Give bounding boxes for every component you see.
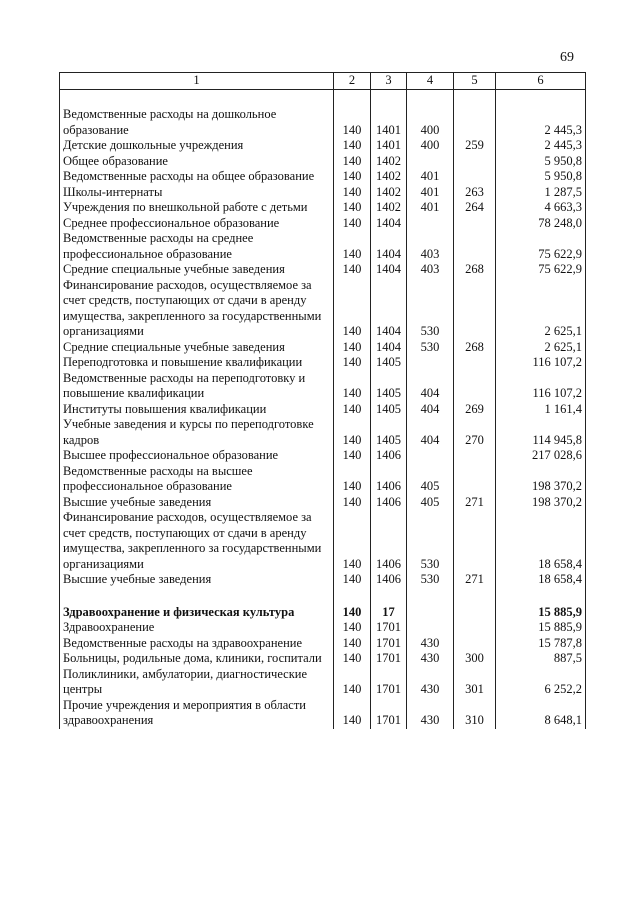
row-target	[407, 216, 454, 232]
row-amount: 1 161,4	[496, 402, 586, 418]
row-name: Средние специальные учебные заведения	[60, 262, 334, 278]
table-row	[60, 355, 586, 371]
row-amount: 4 663,3	[496, 200, 586, 216]
table-row	[60, 185, 586, 201]
spacer-row	[60, 90, 586, 108]
row-expense-type	[454, 169, 496, 185]
row-target: 405	[407, 464, 454, 495]
row-section: 1406	[371, 510, 407, 572]
row-section: 1402	[371, 169, 407, 185]
row-amount: 78 248,0	[496, 216, 586, 232]
row-section: 1701	[371, 667, 407, 698]
row-section: 1404	[371, 216, 407, 232]
row-chapter	[334, 90, 371, 108]
row-name: Больницы, родильные дома, клиники, госпитали	[60, 651, 334, 667]
row-amount: 18 658,4	[496, 510, 586, 572]
row-target: 400	[407, 138, 454, 154]
table-row	[60, 620, 586, 636]
row-expense-type: 268	[454, 340, 496, 356]
row-section: 1404	[371, 231, 407, 262]
row-name: Прочие учреждения и мероприятия в области здравоохранения	[60, 698, 334, 729]
row-section: 1404	[371, 262, 407, 278]
header-col-3: 3	[371, 73, 407, 90]
table-row	[60, 510, 586, 572]
row-target: 430	[407, 636, 454, 652]
row-chapter: 140	[334, 620, 371, 636]
row-chapter: 140	[334, 216, 371, 232]
row-target: 530	[407, 572, 454, 588]
page-number: 69	[560, 50, 574, 65]
row-target: 403	[407, 262, 454, 278]
row-section: 1401	[371, 138, 407, 154]
table-row	[60, 154, 586, 170]
row-name: Институты повышения квалификации	[60, 402, 334, 418]
row-name: Общее образование	[60, 154, 334, 170]
table-row	[60, 231, 586, 262]
spacer-row	[60, 588, 586, 605]
row-chapter: 140	[334, 651, 371, 667]
row-chapter: 140	[334, 667, 371, 698]
row-target: 400	[407, 107, 454, 138]
row-amount	[496, 90, 586, 108]
row-section: 1402	[371, 200, 407, 216]
row-expense-type: 264	[454, 200, 496, 216]
row-expense-type: 300	[454, 651, 496, 667]
row-target: 430	[407, 667, 454, 698]
row-expense-type: 271	[454, 572, 496, 588]
row-name: Ведомственные расходы на дошкольное образование	[60, 107, 334, 138]
row-name: Ведомственные расходы на высшее профессиональное образование	[60, 464, 334, 495]
row-section: 1405	[371, 371, 407, 402]
row-name: Здравоохранение и физическая культура	[60, 605, 334, 621]
row-name: Финансирование расходов, осуществляемое за счет средств, поступающих от сдачи в аренду имущества, закрепленного за государственными организациями	[60, 510, 334, 572]
row-name: Детские дошкольные учреждения	[60, 138, 334, 154]
row-target	[407, 620, 454, 636]
header-col-6: 6	[496, 73, 586, 90]
row-amount: 198 370,2	[496, 464, 586, 495]
row-amount: 75 622,9	[496, 231, 586, 262]
row-amount: 887,5	[496, 651, 586, 667]
row-amount: 8 648,1	[496, 698, 586, 729]
row-amount: 6 252,2	[496, 667, 586, 698]
row-section: 1405	[371, 402, 407, 418]
table-row	[60, 572, 586, 588]
row-expense-type	[454, 371, 496, 402]
table-row	[60, 340, 586, 356]
row-target	[407, 605, 454, 621]
row-chapter: 140	[334, 636, 371, 652]
row-expense-type	[454, 90, 496, 108]
row-section: 1402	[371, 185, 407, 201]
row-name: Ведомственные расходы на здравоохранение	[60, 636, 334, 652]
row-section: 1406	[371, 464, 407, 495]
row-amount: 5 950,8	[496, 154, 586, 170]
row-expense-type: 271	[454, 495, 496, 511]
row-name	[60, 588, 334, 605]
row-chapter: 140	[334, 340, 371, 356]
row-target	[407, 355, 454, 371]
row-amount: 2 445,3	[496, 107, 586, 138]
row-section: 1701	[371, 651, 407, 667]
row-target: 404	[407, 417, 454, 448]
row-target: 530	[407, 278, 454, 340]
row-amount: 2 625,1	[496, 340, 586, 356]
row-expense-type	[454, 154, 496, 170]
row-expense-type: 269	[454, 402, 496, 418]
row-section: 1401	[371, 107, 407, 138]
row-name: Ведомственные расходы на общее образование	[60, 169, 334, 185]
row-chapter: 140	[334, 371, 371, 402]
row-section: 1406	[371, 448, 407, 464]
row-chapter: 140	[334, 355, 371, 371]
header-col-5: 5	[454, 73, 496, 90]
row-chapter: 140	[334, 262, 371, 278]
row-target: 430	[407, 698, 454, 729]
table-row	[60, 605, 586, 621]
row-name: Высшее профессиональное образование	[60, 448, 334, 464]
row-amount: 2 625,1	[496, 278, 586, 340]
row-expense-type	[454, 636, 496, 652]
row-expense-type: 268	[454, 262, 496, 278]
row-chapter: 140	[334, 278, 371, 340]
row-chapter: 140	[334, 200, 371, 216]
row-section	[371, 588, 407, 605]
row-expense-type: 301	[454, 667, 496, 698]
table-row	[60, 448, 586, 464]
table-row	[60, 371, 586, 402]
row-name: Средние специальные учебные заведения	[60, 340, 334, 356]
table-row	[60, 636, 586, 652]
row-chapter: 140	[334, 698, 371, 729]
row-target: 430	[407, 651, 454, 667]
row-section: 1402	[371, 154, 407, 170]
table-row	[60, 698, 586, 729]
row-target: 404	[407, 371, 454, 402]
table-row	[60, 278, 586, 340]
row-amount: 1 287,5	[496, 185, 586, 201]
row-expense-type	[454, 588, 496, 605]
table-row	[60, 417, 586, 448]
row-target	[407, 154, 454, 170]
row-amount: 75 622,9	[496, 262, 586, 278]
row-name: Высшие учебные заведения	[60, 572, 334, 588]
row-section: 1701	[371, 636, 407, 652]
row-section: 1404	[371, 278, 407, 340]
row-section: 1406	[371, 495, 407, 511]
table-row	[60, 169, 586, 185]
row-target	[407, 448, 454, 464]
row-amount: 2 445,3	[496, 138, 586, 154]
row-chapter: 140	[334, 185, 371, 201]
table-row	[60, 651, 586, 667]
row-name: Среднее профессиональное образование	[60, 216, 334, 232]
header-row	[60, 73, 586, 90]
table-row	[60, 262, 586, 278]
row-chapter: 140	[334, 231, 371, 262]
row-section: 1406	[371, 572, 407, 588]
row-chapter: 140	[334, 107, 371, 138]
row-amount: 116 107,2	[496, 355, 586, 371]
row-chapter: 140	[334, 169, 371, 185]
row-name: Переподготовка и повышение квалификации	[60, 355, 334, 371]
table-row	[60, 216, 586, 232]
row-chapter: 140	[334, 402, 371, 418]
table-row	[60, 402, 586, 418]
table-body	[60, 90, 586, 729]
row-name: Здравоохранение	[60, 620, 334, 636]
row-name: Поликлиники, амбулатории, диагностические центры	[60, 667, 334, 698]
row-expense-type: 263	[454, 185, 496, 201]
row-section	[371, 90, 407, 108]
row-amount	[496, 588, 586, 605]
row-target: 530	[407, 340, 454, 356]
row-section: 1404	[371, 340, 407, 356]
row-expense-type: 259	[454, 138, 496, 154]
row-chapter	[334, 588, 371, 605]
row-amount: 15 885,9	[496, 620, 586, 636]
row-expense-type	[454, 216, 496, 232]
table-row	[60, 495, 586, 511]
row-name: Школы-интернаты	[60, 185, 334, 201]
row-chapter: 140	[334, 464, 371, 495]
row-amount: 217 028,6	[496, 448, 586, 464]
row-amount: 116 107,2	[496, 371, 586, 402]
row-chapter: 140	[334, 417, 371, 448]
budget-table	[59, 72, 586, 729]
row-target	[407, 90, 454, 108]
header-col-4: 4	[407, 73, 454, 90]
table-row	[60, 464, 586, 495]
row-expense-type	[454, 605, 496, 621]
row-section: 17	[371, 605, 407, 621]
row-target	[407, 588, 454, 605]
row-name	[60, 90, 334, 108]
row-name: Высшие учебные заведения	[60, 495, 334, 511]
row-target: 530	[407, 510, 454, 572]
header-col-1: 1	[60, 73, 334, 90]
row-expense-type: 310	[454, 698, 496, 729]
row-target: 401	[407, 185, 454, 201]
row-section: 1701	[371, 698, 407, 729]
row-name: Учреждения по внешкольной работе с детьми	[60, 200, 334, 216]
row-amount: 15 787,8	[496, 636, 586, 652]
row-expense-type	[454, 107, 496, 138]
row-target: 405	[407, 495, 454, 511]
row-amount: 198 370,2	[496, 495, 586, 511]
row-name: Финансирование расходов, осуществляемое за счет средств, поступающих от сдачи в аренду имущества, закрепленного за государственными организациями	[60, 278, 334, 340]
table-row	[60, 138, 586, 154]
row-target: 401	[407, 169, 454, 185]
row-target: 404	[407, 402, 454, 418]
row-section: 1701	[371, 620, 407, 636]
row-target: 403	[407, 231, 454, 262]
row-section: 1405	[371, 355, 407, 371]
table-row	[60, 667, 586, 698]
row-amount: 5 950,8	[496, 169, 586, 185]
row-chapter: 140	[334, 448, 371, 464]
row-expense-type	[454, 355, 496, 371]
table-row	[60, 107, 586, 138]
row-amount: 18 658,4	[496, 572, 586, 588]
header-col-2: 2	[334, 73, 371, 90]
row-expense-type	[454, 464, 496, 495]
row-target: 401	[407, 200, 454, 216]
row-chapter: 140	[334, 495, 371, 511]
row-name: Ведомственные расходы на среднее профессиональное образование	[60, 231, 334, 262]
row-expense-type	[454, 448, 496, 464]
row-expense-type: 270	[454, 417, 496, 448]
row-chapter: 140	[334, 605, 371, 621]
row-section: 1405	[371, 417, 407, 448]
row-expense-type	[454, 510, 496, 572]
row-amount: 114 945,8	[496, 417, 586, 448]
row-amount: 15 885,9	[496, 605, 586, 621]
row-expense-type	[454, 278, 496, 340]
row-expense-type	[454, 231, 496, 262]
row-name: Ведомственные расходы на переподготовку и повышение квалификации	[60, 371, 334, 402]
row-chapter: 140	[334, 510, 371, 572]
table-row	[60, 200, 586, 216]
row-chapter: 140	[334, 154, 371, 170]
row-chapter: 140	[334, 138, 371, 154]
row-expense-type	[454, 620, 496, 636]
row-chapter: 140	[334, 572, 371, 588]
row-name: Учебные заведения и курсы по переподготовке кадров	[60, 417, 334, 448]
